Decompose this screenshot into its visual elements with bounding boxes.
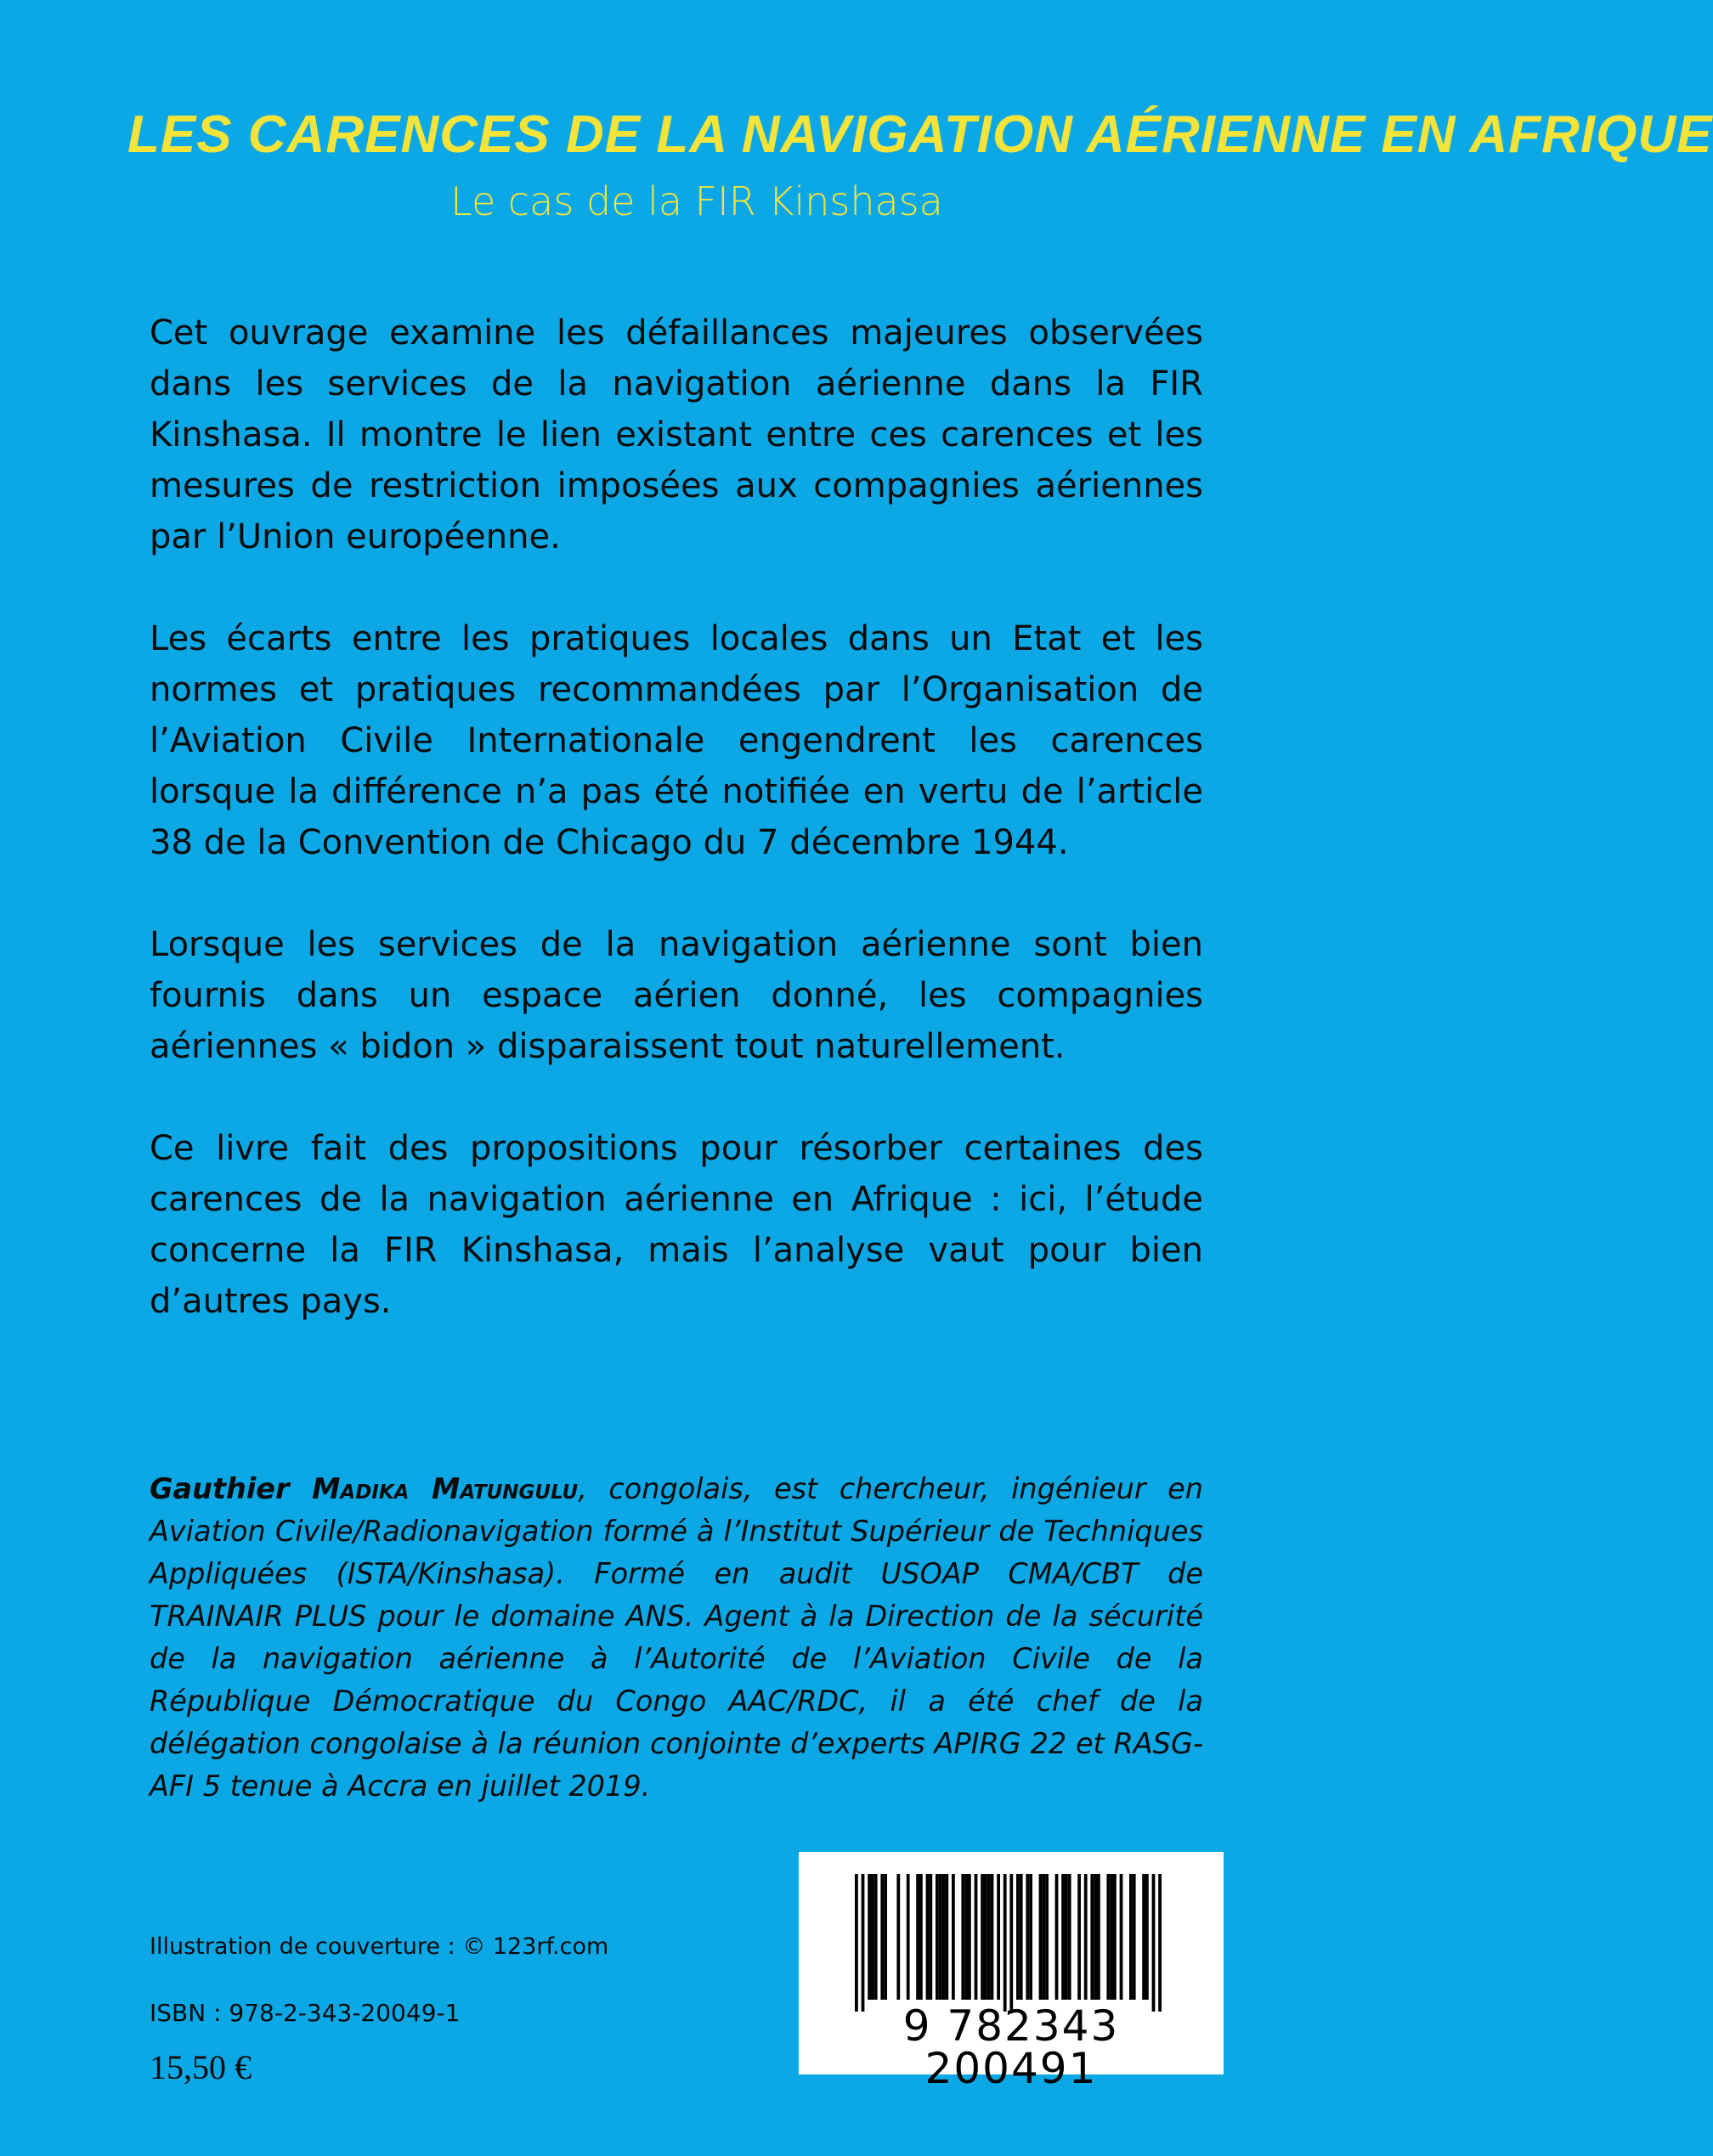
barcode-bar [997,1874,1000,2000]
barcode-bar [1065,1874,1068,2000]
barcode-bar [939,1874,942,2000]
barcode-bar [945,1874,948,2000]
barcode-bar [868,1874,871,2000]
barcode-bar [1158,1874,1162,2012]
barcode-bar [1029,1874,1032,2000]
author-bio [150,1468,1203,1808]
author-bio-text: , congolais, est chercheur, ingénieur en Aviation Civile/Radionavigation formé à l’Institut Supérieur de Techniques Appliquées (ISTA/Kinshasa). Formé en audit USOAP CMA/CBT de TRAINAIR PLUS pour le domaine ANS. Agent à la Direction de la sécurité de la navigation aérienne à l’Autorité de l’Aviation Civile de la République Démocratique du Congo AAC/RDC, il a été chef de la délégation congolaise à la réunion conjointe d’experts APIRG 22 et RASG-AFI 5 tenue à Accra en juillet 2019. [150,1472,1203,1803]
barcode-bar [929,1874,932,2000]
barcode-bar [1042,1874,1045,2000]
blurb-paragraph: Les écarts entre les pratiques locales dans un Etat et les normes et pratiques recommandées par l’Organisation de l’Aviation Civile Internationale engendrent les carences lorsque la différence n’a pas été notifiée en vertu de l’article 38 de la Convention de Chicago du 7 décembre 1944. [150,619,1203,862]
barcode-bar [1016,1874,1020,2000]
barcode-bar [968,1874,971,2000]
barcode-bar [1120,1874,1123,2000]
barcode-bar [1133,1874,1136,2000]
illustration-credit: Illustration de couverture : © 123rf.com [150,1933,609,1960]
barcode-bar [1039,1874,1043,2000]
barcode-bar [975,1874,978,2000]
price: 15,50 € [150,2048,252,2086]
blurb-paragraph: Ce livre fait des propositions pour résorber certaines des carences de la navigation aérienne en Afrique : ici, l’étude concerne la FIR Kinshasa, mais l’analyse vaut pour bien d’autres pays. [150,1129,1203,1321]
barcode-bar [1068,1874,1071,2000]
barcode-bar [961,1874,964,2000]
barcode-bar [896,1874,900,2000]
barcode-bar [855,1874,858,2012]
barcode-bar [1055,1874,1059,2000]
barcode-bar [1129,1874,1133,2000]
barcode [799,1852,1224,2093]
barcode-bar [991,1874,994,2000]
barcode-bar [1142,1874,1145,2000]
barcode-bar [936,1874,939,2000]
barcode-bar [1026,1874,1029,2000]
barcode-bar [1145,1874,1149,2000]
barcode-bar [1110,1874,1113,2000]
barcode-bar [874,1874,878,2000]
barcode-bar [862,1874,865,2012]
author-name [150,1472,578,1505]
barcode-bar [1106,1874,1110,2000]
barcode-bar [1090,1874,1094,2000]
barcode-bar [942,1874,946,2000]
book-subtitle: Le cas de la FIR Kinshasa [450,178,943,224]
isbn: ISBN : 978-2-343-20049-1 [150,1999,461,2027]
barcode-bar [1020,1874,1023,2000]
author-last-name: Madika Matungulu [312,1472,579,1505]
book-title: LES CARENCES DE LA NAVIGATION AÉRIENNE EN AFRIQUE [127,105,1713,164]
barcode-bar [981,1874,984,2000]
barcode-bar [916,1874,919,2000]
blurb-paragraph: Lorsque les services de la navigation aérienne sont bien fournis dans un espace aérien donné, les compagnies aériennes « bidon » disparaissent tout naturellement. [150,925,1203,1066]
barcode-bar [1152,1874,1156,2012]
blurb-paragraph: Cet ouvrage examine les défaillances majeures observées dans les services de la navigation aérienne dans la FIR Kinshasa. Il montre le lien existant entre ces carences et les mesures de restriction imposées aux compagnies aériennes par l’Union européenne. [150,313,1203,556]
barcode-bar [871,1874,874,2000]
barcode-bar [952,1874,955,2000]
barcode-bar [880,1874,884,2000]
author-first-name: Gauthier [150,1472,290,1505]
barcode-bar [987,1874,991,2000]
barcode-bar [1061,1874,1065,2000]
barcode-bar [1084,1874,1088,2000]
barcode-bar [1097,1874,1100,2000]
barcode-bar [964,1874,968,2000]
barcode-bar [907,1874,910,2000]
blurb [150,308,1203,1378]
barcode-bar [1113,1874,1117,2000]
barcode-bar [1045,1874,1049,2000]
barcode-bar [1009,1874,1013,2012]
barcode-bar [1094,1874,1097,2000]
barcode-bar [926,1874,930,2000]
barcode-digits: 9 782343 200491 [902,2001,1120,2093]
barcode-bar [1077,1874,1081,2000]
barcode-bar [919,1874,923,2000]
barcode-bar [984,1874,987,2000]
barcode-bar [884,1874,887,2000]
barcode-bar [1003,1874,1007,2012]
